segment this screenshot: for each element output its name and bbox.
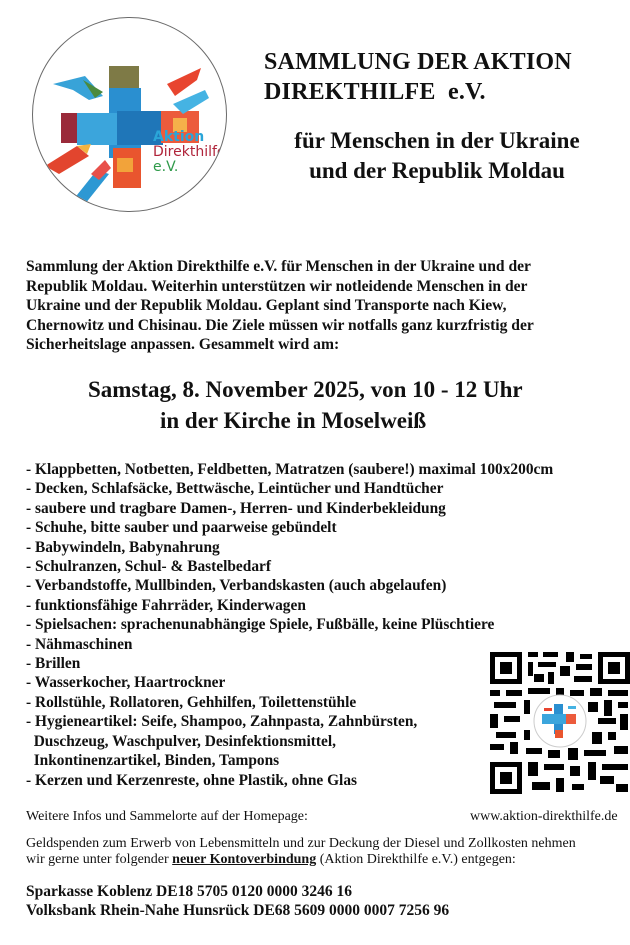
bank-account-sparkasse: Sparkasse Koblenz DE18 5705 0120 0000 3246 16 bbox=[26, 883, 352, 900]
page-title bbox=[264, 47, 572, 107]
qr-code[interactable] bbox=[488, 648, 630, 796]
page-subtitle bbox=[252, 126, 622, 186]
list-item: - Brillen bbox=[26, 655, 81, 673]
intro-line: Sicherheitslage anpassen. Gesammelt wird am: bbox=[26, 336, 340, 353]
homepage-link[interactable]: www.aktion-direkthilfe.de bbox=[470, 809, 618, 824]
list-item: Inkontinenzartikel, Binden, Tampons bbox=[26, 752, 280, 770]
list-item: - Klappbetten, Notbetten, Feldbetten, Matratzen (saubere!) maximal 100x200cm bbox=[26, 461, 554, 478]
logo-text-ev: e.V. bbox=[153, 159, 179, 175]
qr-code-icon bbox=[488, 648, 630, 796]
homepage-info-text: Weitere Infos und Sammelorte auf der Homepage: bbox=[26, 809, 308, 824]
list-item: - Hygieneartikel: Seife, Shampoo, Zahnpasta, Zahnbürsten, bbox=[26, 713, 418, 731]
helping-hands-cross-icon bbox=[33, 18, 226, 211]
intro-line: Republik Moldau. Weiterhin unterstützen wir notleidende Menschen in der bbox=[26, 277, 528, 295]
list-item: - funktionsfähige Fahrräder, Kinderwagen bbox=[26, 596, 306, 614]
list-item: - Kerzen und Kerzenreste, ohne Plastik, ohne Glas bbox=[26, 771, 358, 789]
list-item: - Verbandstoffe, Mullbinden, Verbandskasten (auch abgelaufen) bbox=[26, 577, 447, 595]
list-item: - Babywindeln, Babynahrung bbox=[26, 538, 220, 556]
organization-logo bbox=[32, 17, 227, 212]
event-location: in der Kirche in Moselweiß bbox=[160, 408, 427, 433]
intro-line: Sammlung der Aktion Direkthilfe e.V. für Menschen in der Ukraine und der bbox=[26, 258, 531, 275]
new-bank-details-label: neuer Kontoverbindung bbox=[172, 852, 317, 867]
logo-text-direkthilfe: Direkthilfe bbox=[153, 144, 226, 160]
list-item: - Rollstühle, Rollatoren, Gehhilfen, Toilettenstühle bbox=[26, 693, 357, 711]
bank-accounts bbox=[26, 882, 449, 920]
donation-text bbox=[26, 836, 630, 868]
intro-line: Chernowitz und Chisinau. Die Ziele müssen wir notfalls ganz kurzfristig der bbox=[26, 316, 534, 334]
title-line-2: DIREKTHILFE e.V. bbox=[264, 79, 486, 105]
title-line-1: SAMMLUNG DER AKTION bbox=[264, 49, 572, 75]
donation-items-list bbox=[26, 460, 553, 790]
event-date: Samstag, 8. November 2025, von 10 - 12 Uhr bbox=[88, 377, 523, 402]
intro-line: Ukraine und der Republik Moldau. Geplant sind Transporte nach Kiew, bbox=[26, 297, 507, 314]
list-item: - Schulranzen, Schul- & Bastelbedarf bbox=[26, 558, 271, 576]
donation-line-2-pre: wir gerne unter folgender bbox=[26, 852, 173, 867]
subtitle-line-1: für Menschen in der Ukraine bbox=[294, 128, 580, 153]
list-item: - Nähmaschinen bbox=[26, 635, 133, 653]
intro-paragraph bbox=[26, 257, 626, 355]
list-item: - Wasserkocher, Haartrockner bbox=[26, 674, 226, 692]
bank-account-volksbank: Volksbank Rhein-Nahe Hunsrück DE68 5609 0000 0007 7256 96 bbox=[26, 902, 450, 919]
list-item: - saubere und tragbare Damen-, Herren- und Kinderbekleidung bbox=[26, 499, 446, 517]
donation-line-2 bbox=[26, 852, 630, 868]
list-item: Duschzeug, Waschpulver, Desinfektionsmittel, bbox=[26, 732, 336, 750]
subtitle-line-2: und der Republik Moldau bbox=[309, 158, 565, 183]
logo-text bbox=[153, 130, 226, 175]
list-item: - Spielsachen: sprachenunabhängige Spiele, Fußbälle, keine Plüschtiere bbox=[26, 616, 495, 634]
list-item: - Decken, Schlafsäcke, Bettwäsche, Leintücher und Handtücher bbox=[26, 480, 444, 498]
logo-text-aktion: Aktion bbox=[153, 129, 205, 145]
list-item: - Schuhe, bitte sauber und paarweise gebündelt bbox=[26, 519, 337, 537]
donation-line-1: Geldspenden zum Erwerb von Lebensmitteln und zur Deckung der Diesel und Zollkosten nehmen bbox=[26, 836, 576, 851]
donation-line-2-post: (Aktion Direkthilfe e.V.) entgegen: bbox=[316, 852, 516, 867]
